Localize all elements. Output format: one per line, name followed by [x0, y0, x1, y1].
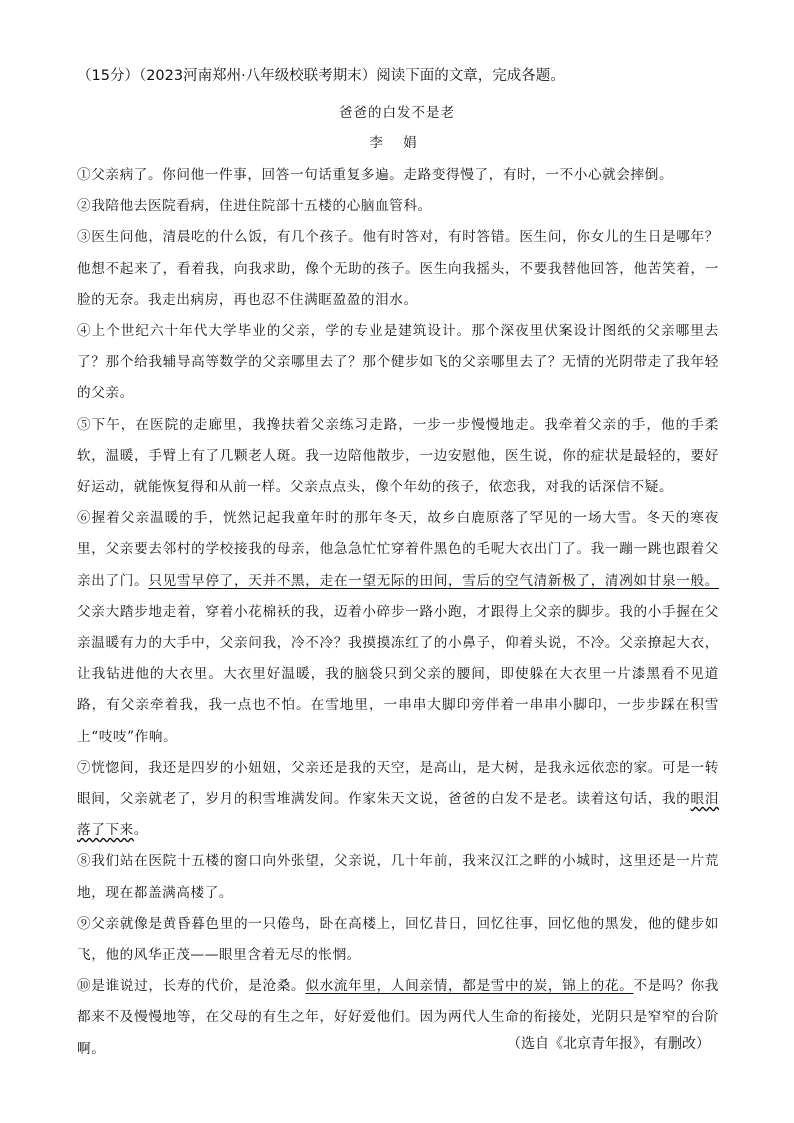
paragraph-2	[77, 191, 719, 222]
paragraph-text: 我陪他去医院看病，住进住院部十五楼的心脑血管科。	[91, 198, 432, 215]
paragraph-6	[77, 503, 719, 753]
paragraph-number: ⑤	[77, 416, 92, 433]
paragraph-text: 。	[133, 822, 148, 839]
paragraph-number: ①	[77, 167, 92, 183]
paragraph-8	[77, 846, 719, 908]
paragraph-text: 我们站在医院十五楼的窗口向外张望，父亲说，几十年前，我来汉江之畔的小城时，这里还是一片荒地，现在都盖满高楼了。	[77, 853, 719, 901]
paragraph-5	[77, 410, 719, 504]
question-header: （15分）（2023河南郑州·八年级校联考期末）阅读下面的文章，完成各题。	[77, 68, 565, 84]
paragraph-text: 医生问他，清晨吃的什么饭，有几个孩子。他有时答对，有时答错。医生问，你女儿的生日是哪年？他想不起来了，看着我，向我求助，像个无助的孩子。医生向我摇头，不要我替他回答，他苦笑着，一脸的无奈。我走出病房，再也忍不住满眶盈盈的泪水。	[77, 229, 719, 308]
paragraph-7	[77, 753, 719, 847]
paragraph-text: 上个世纪六十年代大学毕业的父亲，学的专业是建筑设计。那个深夜里伏案设计图纸的父亲哪里去了？那个给我辅导高等数学的父亲哪里去了？那个健步如飞的父亲哪里去了？无情的光阴带走了我年轻的父亲。	[77, 323, 719, 402]
paragraph-number: ④	[77, 323, 92, 340]
paragraph-text: 父亲大踏步地走着，穿着小花棉袄的我，迈着小碎步一路小跑，才跟得上父亲的脚步。我的小手握在父亲温暖有力的大手中，父亲问我，冷不冷？我摸摸冻红了的小鼻子，仰着头说，不冷。父亲撩起大衣，让我钻进他的大衣里。大衣里好温暖，我的脑袋只到父亲的腰间，即使躲在大衣里一片漆黑看不见道路，有父亲牵着我，我一点也不怕。在雪地里，一串串大脚印旁伴着一串串小脚印，一步步踩在积雪上“吱吱”作响。	[77, 603, 719, 745]
paragraph-number: ⑦	[77, 759, 92, 776]
paragraph-1	[77, 160, 719, 191]
underlined-sentence: 似水流年里，人间亲情，都是雪中的炭，锦上的花。	[305, 978, 634, 995]
paragraph-number: ⑧	[77, 853, 92, 870]
paragraph-text: 握着父亲温暖的手，恍然记起我童年时的那年冬天，故乡白鹿原落了罕见的一场大雪。冬天的寒夜里，父亲要去邻村的学校接我的母亲，他急急忙忙穿着件黑色的毛呢大衣出门了。我一蹦一跳也跟着父亲出了门。	[77, 510, 719, 589]
paragraph-number: ⑩	[77, 978, 92, 995]
article-author: 李 娟	[369, 135, 425, 151]
paragraph-4	[77, 316, 719, 410]
paragraph-text: 恍惚间，我还是四岁的小妞妞，父亲还是我的天空，是高山，是大树，是我永远依恋的家。可是一转眼间，父亲就老了，岁月的积雪堆满发间。作家朱天文说，爸爸的白发不是老。读着这句话，我的	[77, 759, 719, 808]
paragraph-text: 父亲病了。你问他一件事，回答一句话重复多遍。走路变得慢了，有时，一不小心就会摔倒。	[91, 167, 674, 183]
paragraph-9	[77, 909, 719, 971]
article-title: 爸爸的白发不是老	[339, 105, 455, 121]
paragraph-number: ②	[77, 198, 92, 215]
paragraph-number: ⑥	[77, 510, 92, 527]
underlined-sentence: 只见雪早停了，天并不黑，走在一望无际的田间，雪后的空气清新极了，清冽如甘泉一般。	[148, 572, 719, 589]
paragraph-text: 下午，在医院的走廊里，我搀扶着父亲练习走路，一步一步慢慢地走。我牵着父亲的手，他的手柔软，温暖，手臂上有了几颗老人斑。我一边陪他散步，一边安慰他，医生说，你的症状是最轻的，要好好运动，就能恢复得和从前一样。父亲点点头，像个年幼的孩子，依恋我，对我的话深信不疑。	[77, 416, 719, 496]
paragraph-text: 不是吗？你我都来不及慢慢地等，在父母的有生之年，好好爱他们。因为两代人生命的衔接处，光阴只是窄窄的台阶啊。	[77, 978, 719, 1057]
article-body	[77, 160, 719, 1065]
paragraph-text: 父亲就像是黄昏暮色里的一只倦鸟，卧在高楼上，回忆昔日，回忆往事，回忆他的黑发，他的健步如飞，他的风华正茂——眼里含着无尽的怅惘。	[77, 915, 719, 964]
article-source: （选自《北京青年报》，有删改）	[507, 1036, 710, 1052]
wavy-underlined-phrase: 眼泪落了下来	[77, 791, 720, 839]
paragraph-3	[77, 222, 719, 316]
paragraph-text: 是谁说过，长寿的代价，是沧桑。	[91, 978, 306, 995]
paragraph-number: ③	[77, 229, 92, 246]
paragraph-number: ⑨	[77, 915, 92, 932]
